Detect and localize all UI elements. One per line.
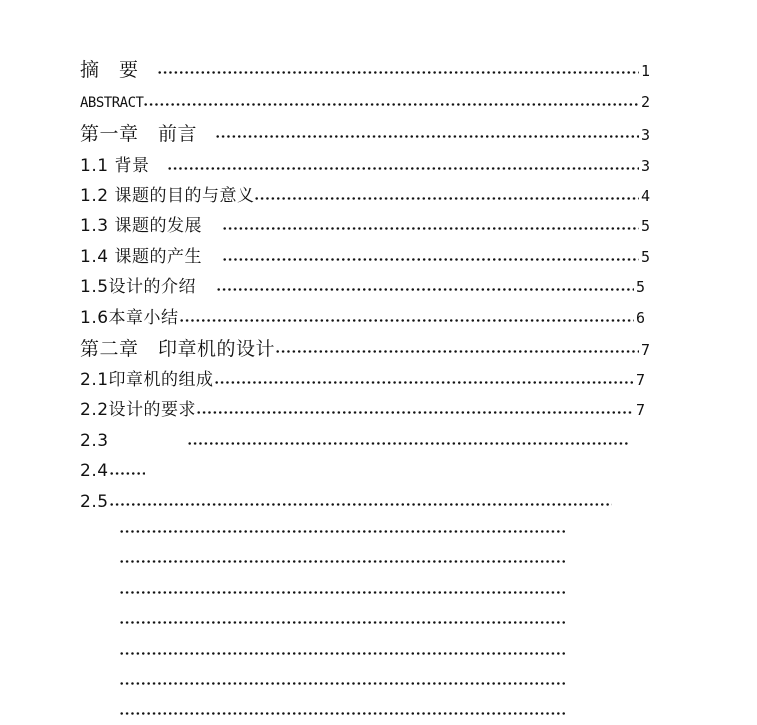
- dot-leader: [215, 135, 639, 138]
- toc-entry-label: 1.5设计的介绍: [80, 277, 197, 297]
- toc-entry-label: 2.5: [80, 492, 109, 512]
- dot-leader: [216, 288, 634, 291]
- toc-entry-page: 3: [640, 126, 650, 144]
- toc-entry-label: 2.4: [80, 461, 109, 481]
- dot-leader-line: [119, 560, 565, 563]
- dot-leader: [222, 227, 639, 230]
- dot-leader-line: [119, 591, 565, 594]
- dot-leader-line: [119, 682, 565, 685]
- toc-entry-page: 5: [640, 248, 650, 266]
- toc-entry-label: 2.3: [80, 431, 109, 451]
- dot-leader: [214, 381, 634, 384]
- toc-entry-abstract-en: [80, 90, 650, 114]
- toc-entry-label: 1.2 课题的目的与意义: [80, 186, 255, 206]
- dot-leader: [196, 411, 634, 414]
- toc-entry-page: 7: [635, 371, 645, 389]
- dot-leader-line: [119, 530, 565, 533]
- toc-entry-2-5: [80, 490, 612, 514]
- dot-leader: [167, 167, 639, 170]
- toc-entry-label: 摘 要: [80, 59, 139, 81]
- toc-entry-page: 5: [635, 278, 645, 296]
- toc-entry-1-3: [80, 214, 650, 238]
- toc-entry-2-3: [80, 429, 630, 453]
- dot-leader: [109, 503, 612, 506]
- dot-leader: [179, 319, 634, 322]
- toc-entry-2-2: [80, 398, 645, 422]
- dot-leader-line: [119, 621, 565, 624]
- toc-entry-page: 7: [635, 401, 645, 419]
- toc-entry-1-5: [80, 275, 645, 299]
- toc-entry-chapter-1: [80, 122, 650, 146]
- dot-leader: [143, 103, 639, 106]
- dot-leader: [275, 350, 639, 353]
- dot-leader: [187, 442, 630, 445]
- toc-entry-2-4: [80, 459, 200, 483]
- toc-entry-page: 6: [635, 309, 645, 327]
- dot-leader: [157, 71, 639, 74]
- toc-entry-label: 1.6本章小结: [80, 308, 179, 328]
- toc-entry-label: 第二章 印章机的设计: [80, 338, 276, 360]
- toc-entry-page: 7: [640, 341, 650, 359]
- dot-leader: [222, 258, 639, 261]
- toc-entry-label: 第一章 前言: [80, 123, 198, 145]
- toc-entry-label: ABSTRACT: [80, 95, 144, 111]
- toc-entry-1-2: [80, 184, 650, 208]
- toc-entry-page: 3: [640, 157, 650, 175]
- toc-entry-2-1: [80, 368, 645, 392]
- toc-entry-page: 2: [640, 93, 650, 111]
- toc-entry-label: 1.3 课题的发展: [80, 216, 202, 236]
- dot-leader: [254, 197, 639, 200]
- toc-entry-label: 2.2设计的要求: [80, 400, 197, 420]
- toc-entry-1-1: [80, 154, 650, 178]
- dot-leader-line: [119, 712, 565, 715]
- toc-entry-page: 5: [640, 217, 650, 235]
- toc-entry-abstract-cn: [80, 58, 650, 82]
- toc-entry-chapter-2: [80, 337, 650, 361]
- toc-entry-label: 2.1印章机的组成: [80, 370, 214, 390]
- toc-entry-label: 1.1 背景: [80, 156, 150, 176]
- toc-entry-1-4: [80, 245, 650, 269]
- dot-leader-line: [119, 652, 565, 655]
- toc-entry-page: 4: [640, 187, 650, 205]
- toc-entry-page: 1: [640, 62, 650, 80]
- toc-entry-1-6: [80, 306, 645, 330]
- dot-leader: [109, 472, 145, 475]
- toc-entry-label: 1.4 课题的产生: [80, 247, 202, 267]
